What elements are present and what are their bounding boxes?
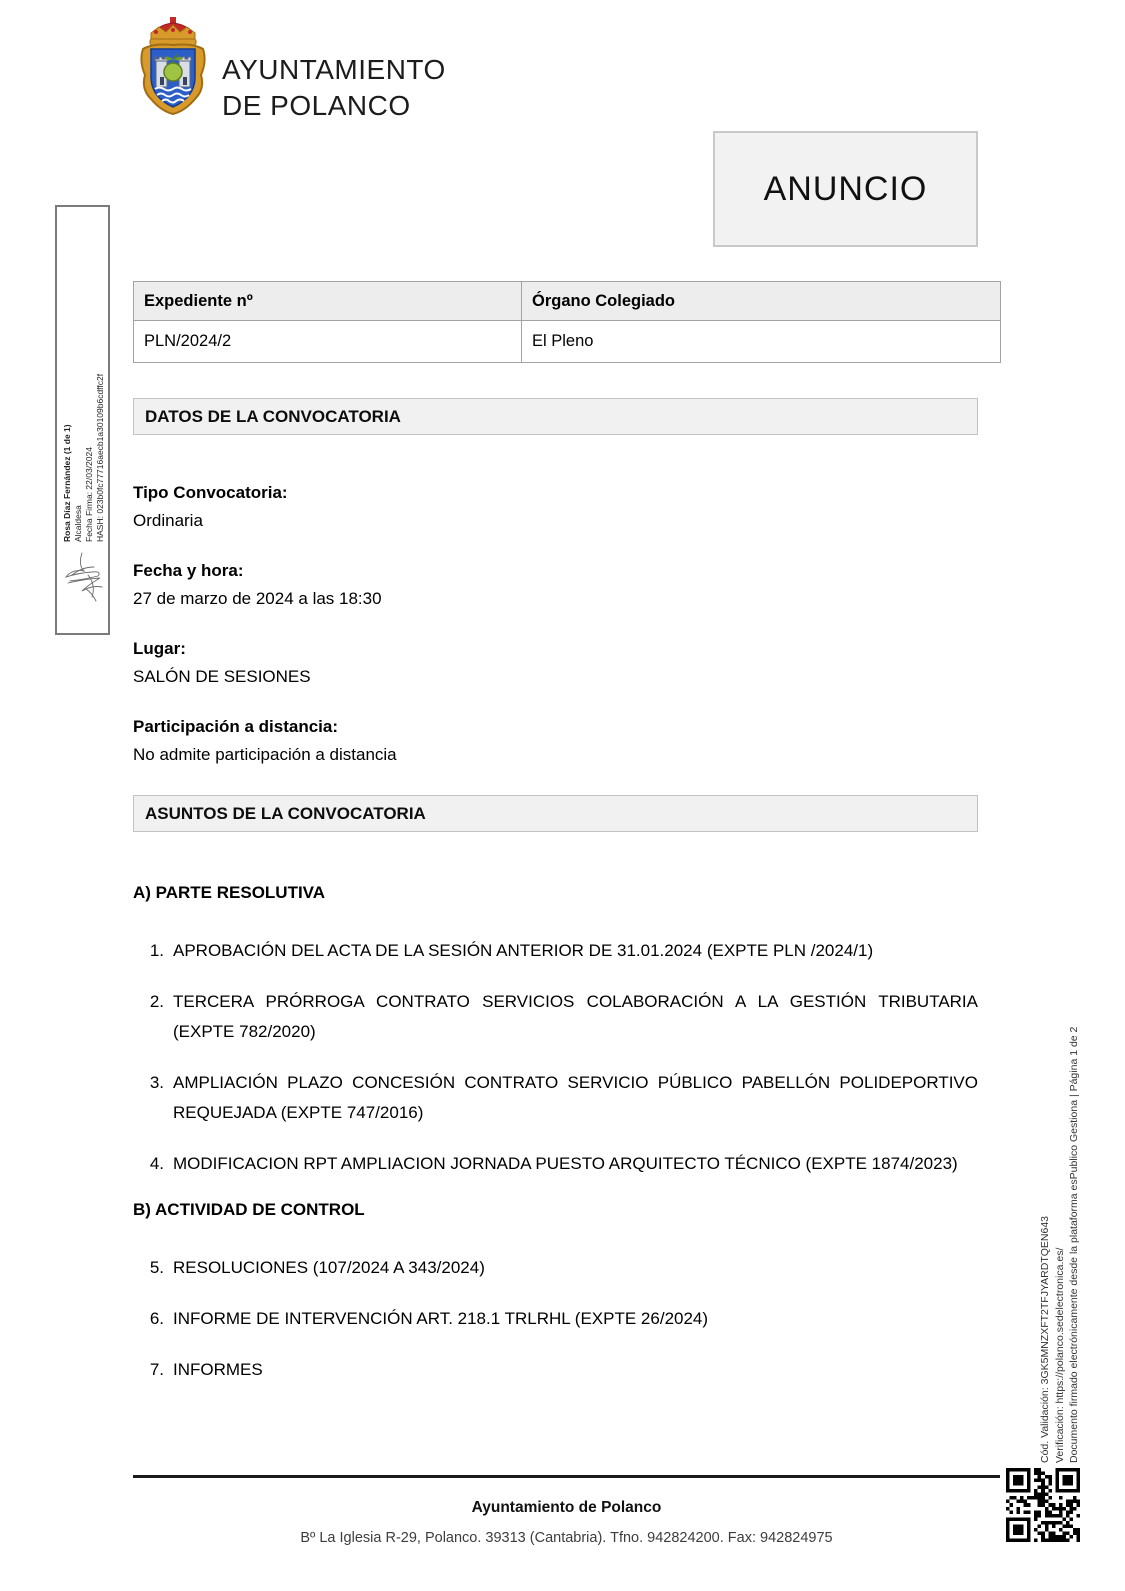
field-value: 27 de marzo de 2024 a las 18:30 bbox=[133, 589, 382, 608]
field-label: Tipo Convocatoria: bbox=[133, 483, 288, 502]
footer-org-name: Ayuntamiento de Polanco bbox=[471, 1499, 662, 1516]
field-tipo-convocatoria bbox=[133, 482, 978, 532]
item-text: MODIFICACION RPT AMPLIACION JORNADA PUESTO ARQUITECTO TÉCNICO (EXPTE 1874/2023) bbox=[173, 1154, 958, 1173]
item-text: INFORMES bbox=[173, 1360, 263, 1379]
verification-url: Verificación: https://polanco.sedelectronica.es/ bbox=[1053, 1247, 1066, 1463]
item-text: INFORME DE INTERVENCIÓN ART. 218.1 TRLRHL (EXPTE 26/2024) bbox=[173, 1309, 709, 1328]
field-label: Participación a distancia: bbox=[133, 717, 339, 736]
asuntos-body bbox=[133, 832, 978, 1385]
organo-value-cell: El Pleno bbox=[522, 321, 1001, 363]
item-number: 2. bbox=[149, 992, 164, 1011]
field-participacion bbox=[133, 716, 978, 766]
signature-hash: HASH: 023b0fc77716aecb1a30109b6cdffc2f bbox=[95, 373, 105, 542]
group-actividad-control bbox=[133, 1199, 978, 1385]
org-name-line2: DE POLANCO bbox=[222, 90, 411, 121]
item-number: 5. bbox=[149, 1258, 164, 1277]
group-heading: B) ACTIVIDAD DE CONTROL bbox=[133, 1200, 365, 1219]
org-name bbox=[222, 52, 446, 124]
section-header-asuntos: ASUNTOS DE LA CONVOCATORIA bbox=[133, 795, 978, 832]
field-value: No admite participación a distancia bbox=[133, 745, 397, 764]
item-text: APROBACIÓN DEL ACTA DE LA SESIÓN ANTERIOR DE 31.01.2024 (EXPTE PLN /2024/1) bbox=[173, 941, 874, 960]
field-value: SALÓN DE SESIONES bbox=[133, 667, 311, 686]
list-item bbox=[133, 1355, 978, 1385]
item-text: RESOLUCIONES (107/2024 A 343/2024) bbox=[173, 1258, 485, 1277]
signer-role: Alcaldesa bbox=[73, 505, 83, 542]
group-parte-resolutiva bbox=[133, 882, 978, 1179]
item-number: 1. bbox=[149, 941, 164, 960]
handwritten-signature bbox=[58, 545, 108, 607]
list-item bbox=[133, 936, 978, 966]
footer-address: Bº La Iglesia R-29, Polanco. 39313 (Cantabria). Tfno. 942824200. Fax: 942824975 bbox=[300, 1530, 833, 1546]
list-item bbox=[133, 1068, 978, 1128]
group-heading: A) PARTE RESOLUTIVA bbox=[133, 883, 326, 902]
field-label: Fecha y hora: bbox=[133, 561, 244, 580]
item-number: 7. bbox=[149, 1360, 164, 1379]
item-text: TERCERA PRÓRROGA CONTRATO SERVICIOS COLABORACIÓN A LA GESTIÓN TRIBUTARIA (EXPTE 782/2020) bbox=[173, 992, 978, 1041]
field-lugar bbox=[133, 638, 978, 688]
expediente-value-cell: PLN/2024/2 bbox=[134, 321, 522, 363]
signer-name: Rosa Díaz Fernández (1 de 1) bbox=[62, 424, 72, 542]
validation-stamp-text bbox=[1038, 963, 1084, 1463]
list-item bbox=[133, 1149, 978, 1179]
item-number: 4. bbox=[149, 1154, 164, 1173]
datos-fields bbox=[133, 482, 978, 794]
item-number: 6. bbox=[149, 1309, 164, 1328]
section-header-datos: DATOS DE LA CONVOCATORIA bbox=[133, 398, 978, 435]
platform-note: Documento firmado electrónicamente desde la plataforma esPublico Gestiona | Página 1 de 2 bbox=[1068, 1026, 1080, 1463]
footer-rule bbox=[133, 1475, 1000, 1478]
list-item bbox=[133, 1304, 978, 1334]
table-value-row bbox=[134, 321, 1001, 363]
item-text: AMPLIACIÓN PLAZO CONCESIÓN CONTRATO SERVICIO PÚBLICO PABELLÓN POLIDEPORTIVO REQUEJADA (EXPTE 747/2016) bbox=[173, 1073, 978, 1122]
field-value: Ordinaria bbox=[133, 511, 203, 530]
expediente-table bbox=[133, 281, 1001, 363]
list-item bbox=[133, 987, 978, 1047]
field-label: Lugar: bbox=[133, 639, 186, 658]
polanco-coat-of-arms-icon bbox=[137, 15, 209, 118]
item-number: 3. bbox=[149, 1073, 164, 1092]
org-name-line1: AYUNTAMIENTO bbox=[222, 54, 446, 85]
organo-header-cell: Órgano Colegiado bbox=[522, 282, 1001, 321]
announcement-title: ANUNCIO bbox=[763, 169, 928, 208]
expediente-header-cell: Expediente nº bbox=[134, 282, 522, 321]
announcement-title-box bbox=[713, 131, 978, 247]
qr-code bbox=[1006, 1468, 1080, 1542]
field-fecha-hora bbox=[133, 560, 978, 610]
list-item bbox=[133, 1253, 978, 1283]
validation-code: Cód. Validación: 3GK5MNZXFT2TFJYARDTQEN643 bbox=[1039, 1215, 1051, 1463]
signature-date: Fecha Firma: 22/03/2024 bbox=[84, 447, 94, 542]
table-header-row bbox=[134, 282, 1001, 321]
